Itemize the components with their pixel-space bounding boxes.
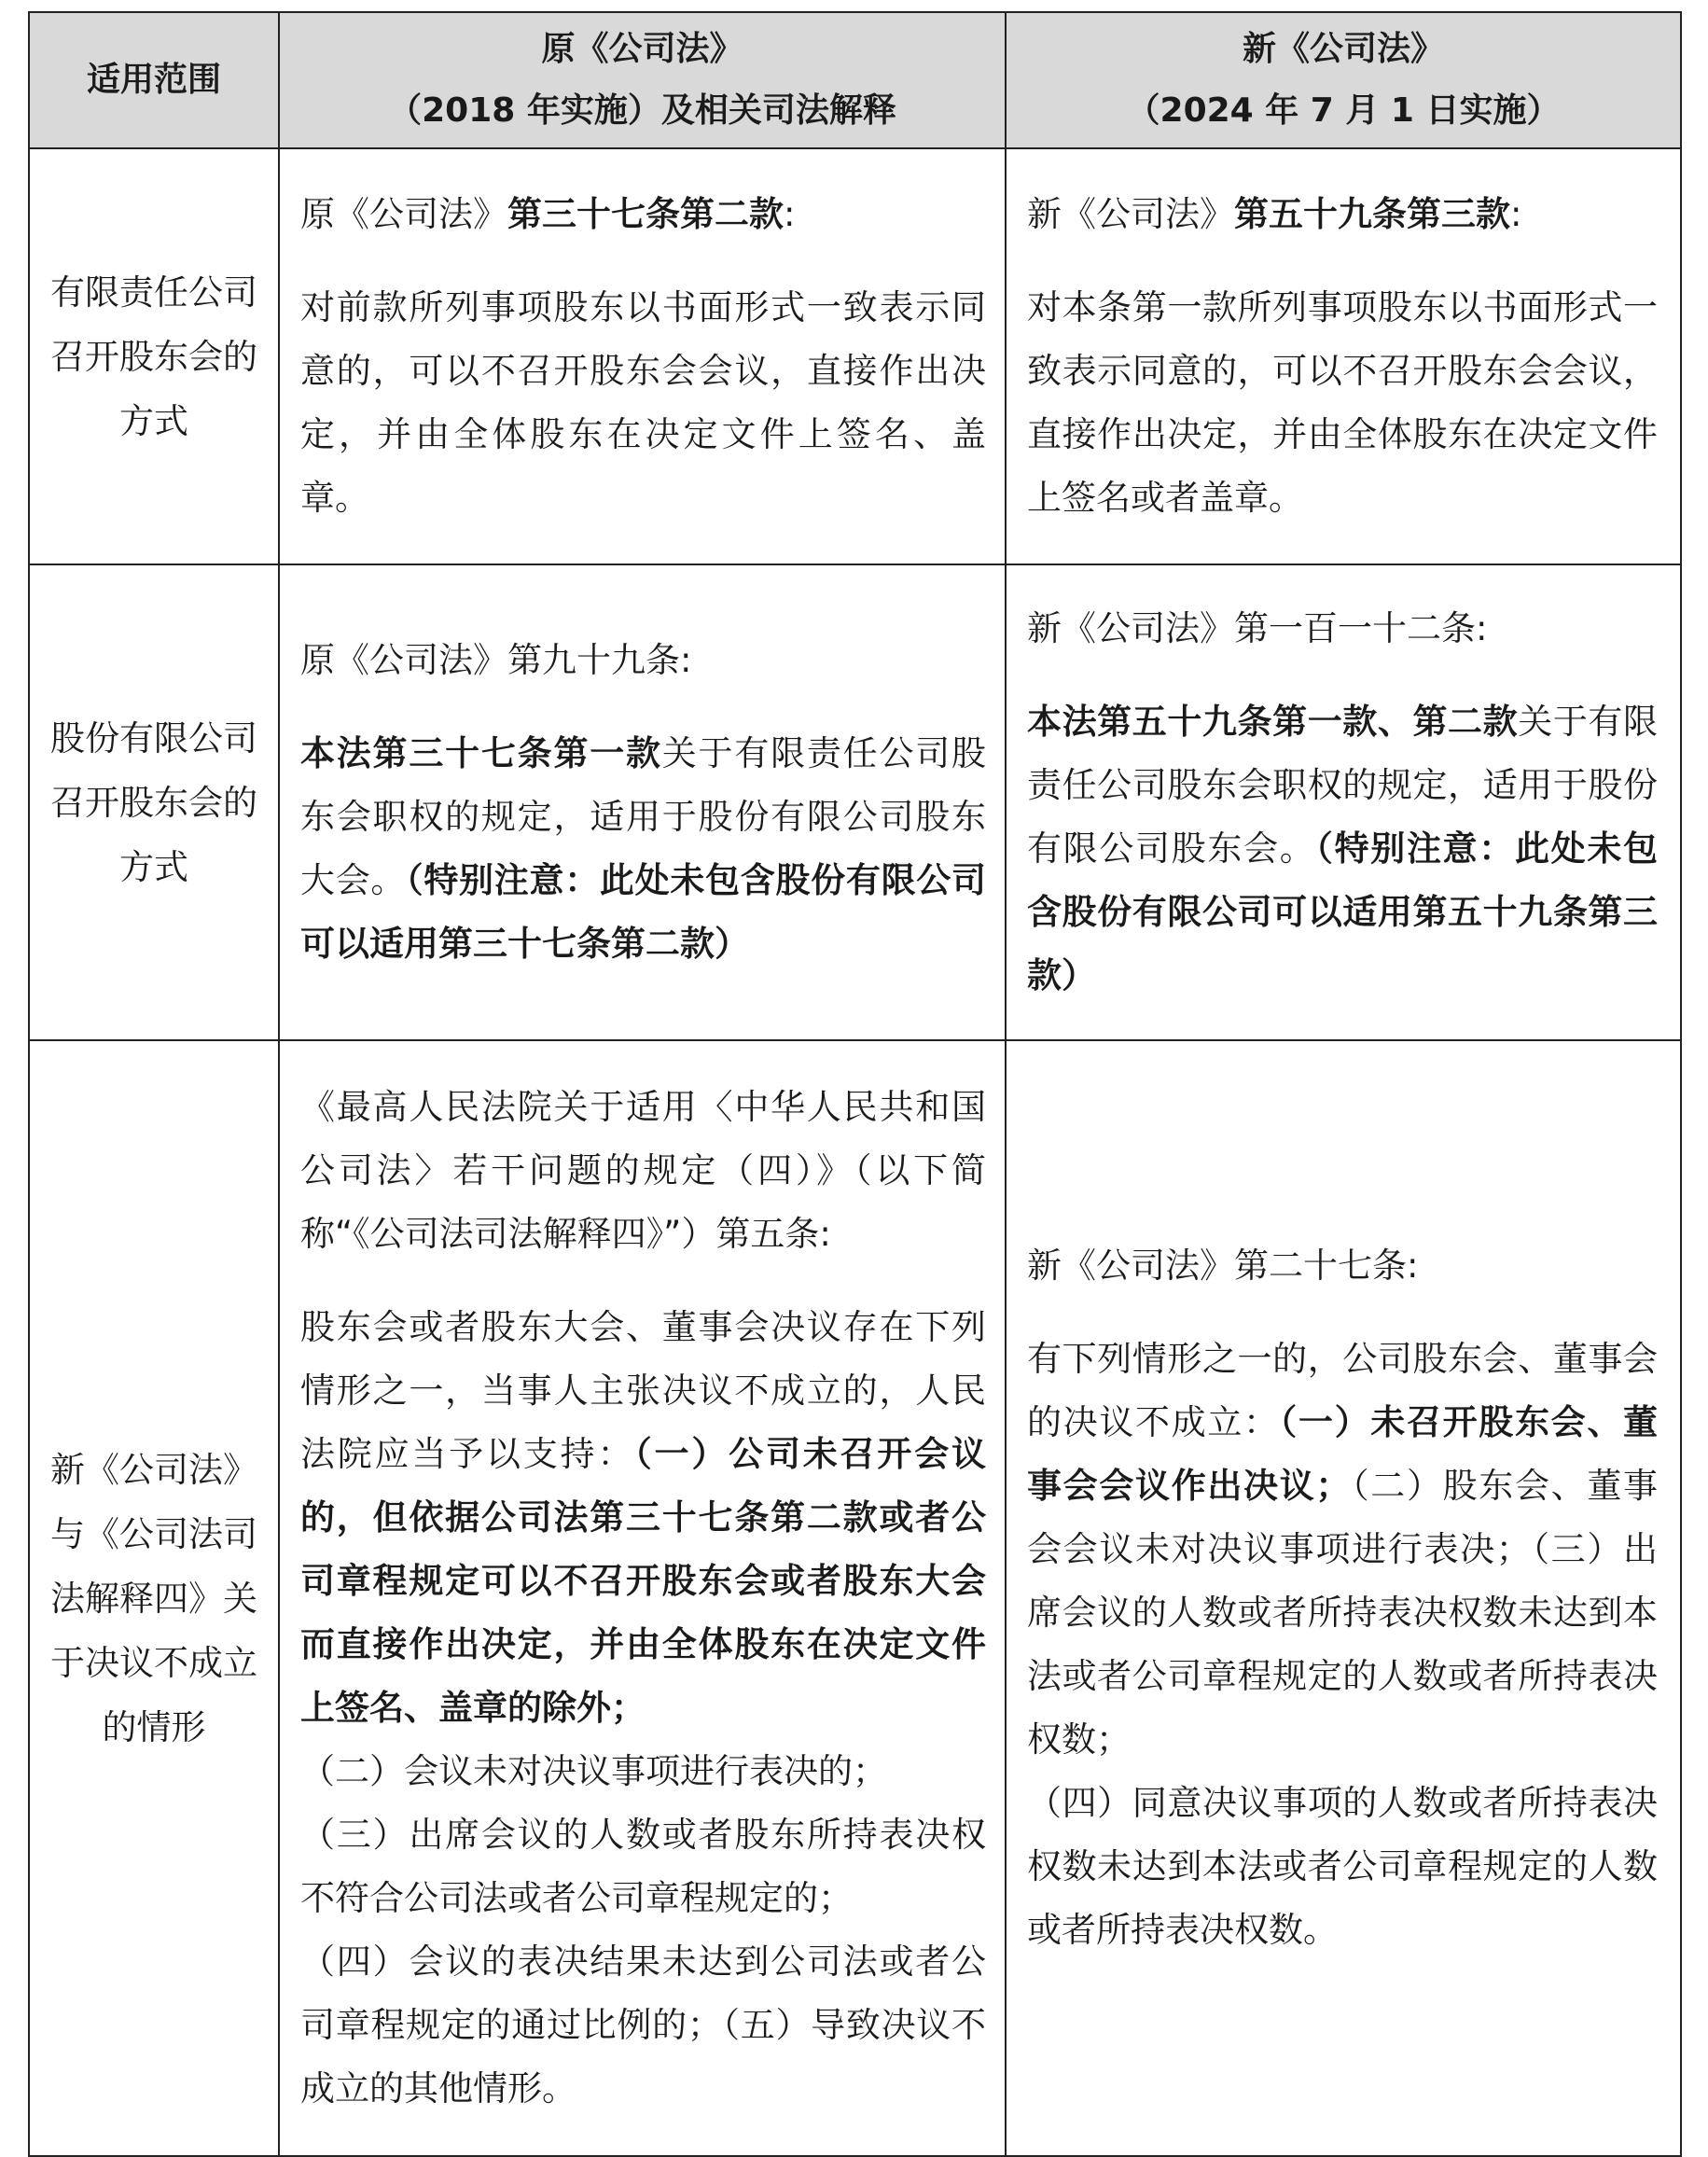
old-law-cell <box>279 1040 1006 2156</box>
old-law-citation: 原《公司法》第三十七条第二款: <box>300 194 796 234</box>
new-law-text: 本法第五十九条第一款、第二款关于有限责任公司股东会职权的规定，适用于股份有限公司股东会。（特别注意：此处未包含股份有限公司可以适用第五十九条第三款） <box>1027 702 1659 995</box>
new-law-cell <box>1006 148 1681 564</box>
new-law-citation: 新《公司法》第五十九条第三款: <box>1027 194 1522 234</box>
header-old-date: （2018 年实施）及相关司法解释 <box>388 91 896 130</box>
header-old-law <box>279 12 1006 148</box>
new-law-text: 有下列情形之一的，公司股东会、董事会的决议不成立：（一）未召开股东会、董事会会议作出决议；（二）股东会、董事会会议未对决议事项进行表决；（三）出席会议的人数或者所持表决权数未达到本法或者公司章程规定的人数或者所持表决权数； （四）同意决议事项的人数或者所持表决权数未达到本法或者公司章程规定的人数或者所持表决权数。 <box>1027 1339 1659 1950</box>
new-law-citation: 新《公司法》第一百一十二条: <box>1027 608 1488 648</box>
old-law-text: 股东会或者股东大会、董事会决议存在下列情形之一，当事人主张决议不成立的，人民法院应当予以支持：（一）公司未召开会议的，但依据公司法第三十七条第二款或者公司章程规定可以不召开股东会或者股东大会而直接作出决定，并由全体股东在决定文件上签名、盖章的除外； （二）会议未对决议事项进行表决的； （三）出席会议的人数或者股东所持表决权不符合公司法或者公司章程规定的； （四）会议的表决结果未达到公司法或者公司章程规定的通过比例的；（五）导致决议不成立的其他情形。 <box>300 1307 986 2108</box>
table-row <box>29 564 1681 1040</box>
row-scope: 新《公司法》与《公司法司法解释四》关于决议不成立的情形 <box>29 1040 279 2156</box>
header-old-title: 原《公司法》 <box>541 30 743 68</box>
table-row <box>29 1040 1681 2156</box>
new-law-citation: 新《公司法》第二十七条: <box>1027 1245 1419 1286</box>
old-law-citation: 原《公司法》第九十九条: <box>300 640 692 680</box>
old-law-cell <box>279 148 1006 564</box>
table-row <box>29 148 1681 564</box>
row-scope: 股份有限公司召开股东会的方式 <box>29 564 279 1040</box>
old-law-text: 本法第三十七条第一款关于有限责任公司股东会职权的规定，适用于股份有限公司股东大会。（特别注意：此处未包含股份有限公司可以适用第三十七条第二款） <box>300 733 987 964</box>
old-law-cell <box>279 564 1006 1040</box>
header-new-title: 新《公司法》 <box>1242 30 1444 68</box>
comparison-table <box>28 11 1682 2157</box>
row-scope: 有限责任公司召开股东会的方式 <box>29 148 279 564</box>
header-scope: 适用范围 <box>29 12 279 148</box>
new-law-cell <box>1006 564 1681 1040</box>
header-row <box>29 12 1681 148</box>
new-law-text: 对本条第一款所列事项股东以书面形式一致表示同意的，可以不召开股东会会议，直接作出决定，并由全体股东在决定文件上签名或者盖章。 <box>1027 287 1658 518</box>
header-new-date: （2024 年 7 月 1 日实施） <box>1126 91 1561 130</box>
old-law-text: 对前款所列事项股东以书面形式一致表示同意的，可以不召开股东会会议，直接作出决定，并由全体股东在决定文件上签名、盖章。 <box>300 287 986 518</box>
old-law-citation: 《最高人民法院关于适用〈中华人民共和国公司法〉若干问题的规定（四）》（以下简称“《公司法司法解释四》”）第五条: <box>300 1087 986 1254</box>
header-new-law <box>1006 12 1681 148</box>
new-law-cell <box>1006 1040 1681 2156</box>
